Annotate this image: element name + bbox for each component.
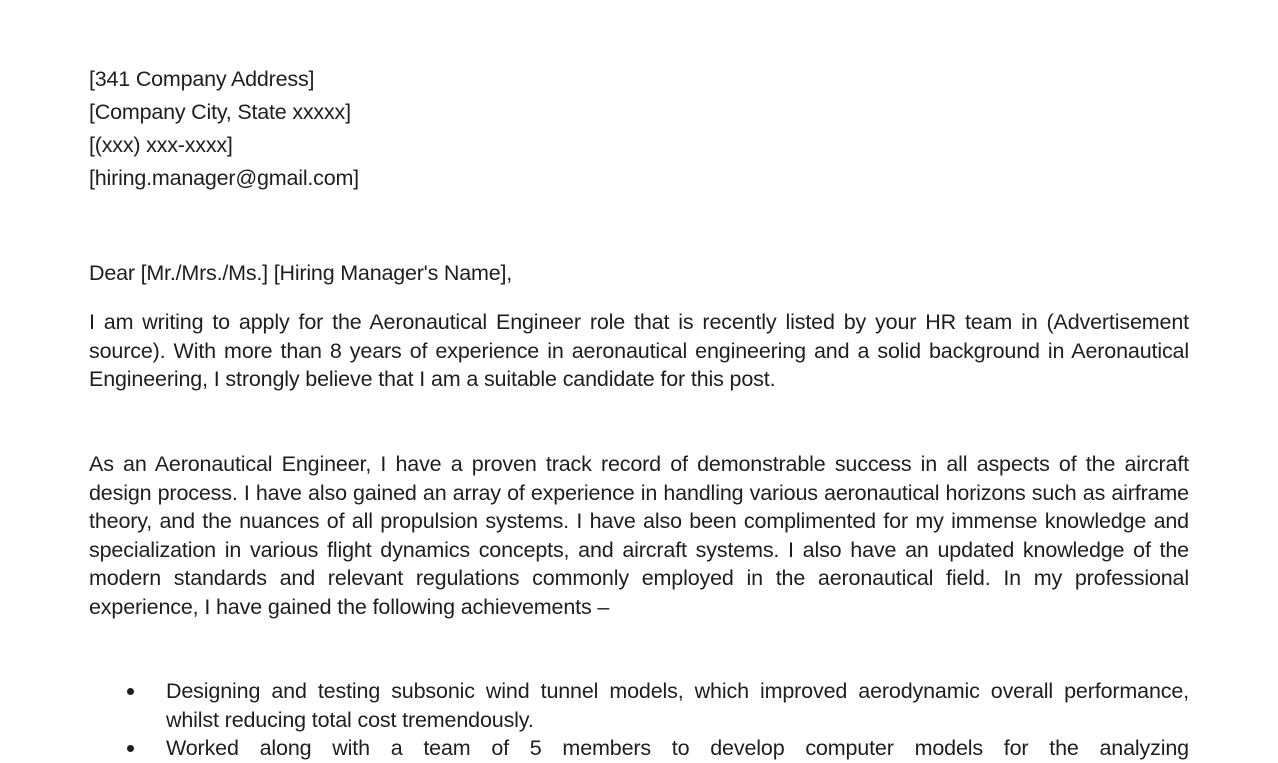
experience-paragraph: As an Aeronautical Engineer, I have a proven track record of demonstrable success in all aspects of the aircraft design process. I have also gained an array of experience in handling various aeronautical horizons such as airframe theory, and the nuances of all propulsion systems. I have also been complimented for my immense knowledge and specialization in various flight dynamics concepts, and aircraft systems. I also have an updated knowledge of the modern standards and relevant regulations commonly employed in the aeronautical field. In my professional experience, I have gained the following achievements –	[89, 452, 1189, 619]
bullet-icon	[127, 745, 134, 752]
company-city-state-line: [Company City, State xxxxx]	[89, 100, 351, 124]
achievement-text: Designing and testing subsonic wind tunnel models, which improved aerodynamic overall performance, whilst reducing total cost tremendously.	[166, 679, 1189, 732]
achievement-item	[89, 677, 1189, 734]
company-address-line: [341 Company Address]	[89, 67, 315, 91]
bullet-icon	[127, 688, 134, 695]
recipient-address-block	[89, 63, 689, 195]
hiring-manager-email-line: [hiring.manager@gmail.com]	[89, 166, 359, 190]
achievement-item	[89, 734, 1189, 763]
achievement-text: Worked along with a team of 5 members to develop computer models for the analyzing	[166, 736, 1189, 760]
salutation: Dear [Mr./Mrs./Ms.] [Hiring Manager's Name],	[89, 261, 513, 285]
achievements-list	[89, 677, 1189, 763]
intro-paragraph: I am writing to apply for the Aeronautical Engineer role that is recently listed by your HR team in (Advertisement source). With more than 8 years of experience in aeronautical engineering and a solid background in Aeronautical Engineering, I strongly believe that I am a suitable candidate for this post.	[89, 310, 1189, 391]
company-phone-line: [(xxx) xxx-xxxx]	[89, 133, 233, 157]
